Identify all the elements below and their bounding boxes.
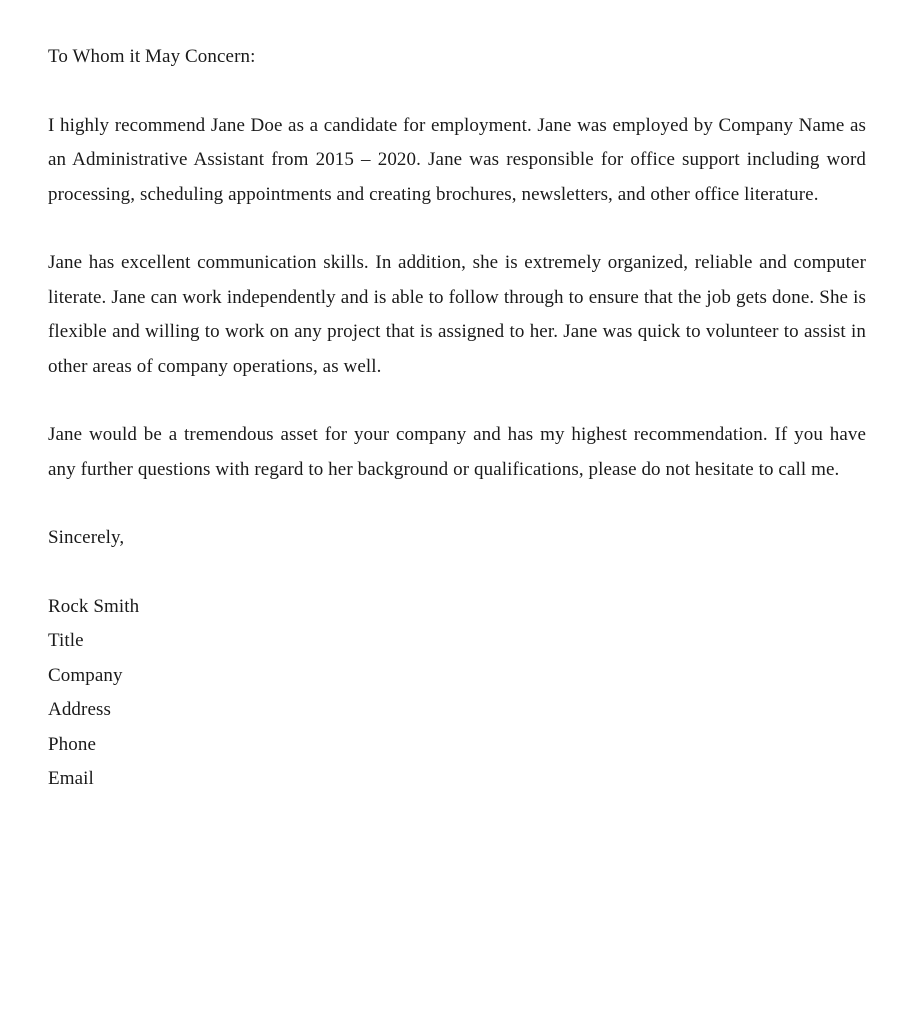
body-paragraph-1: I highly recommend Jane Doe as a candidate for employment. Jane was employed by Company Name as an Administrative Assistant from 2015 – 2020. Jane was responsible for office support including word processing, scheduling appointments and creating brochures, newsletters, and other office literature. [48, 114, 866, 205]
signer-title: Title [48, 630, 84, 651]
signer-phone: Phone [48, 733, 96, 755]
signature-block [48, 590, 866, 797]
body-paragraph-3: Jane would be a tremendous asset for your company and has my highest recommendation. If you have any further questions with regard to her background or qualifications, please do not hesitate to call me. [48, 424, 866, 480]
signer-company: Company [48, 664, 123, 686]
salutation: To Whom it May Concern: [48, 46, 256, 67]
signer-name: Rock Smith [48, 595, 140, 617]
recommendation-letter [48, 40, 866, 797]
closing: Sincerely, [48, 527, 125, 548]
signer-address: Address [48, 699, 111, 720]
body-paragraph-2: Jane has excellent communication skills. In addition, she is extremely organized, reliable and computer literate. Jane can work independently and is able to follow through to ensure that the job gets done. She is flexible and willing to work on any project that is assigned to her. Jane was quick to volunteer to assist in other areas of company operations, as well. [48, 252, 866, 377]
signer-email: Email [48, 768, 94, 789]
